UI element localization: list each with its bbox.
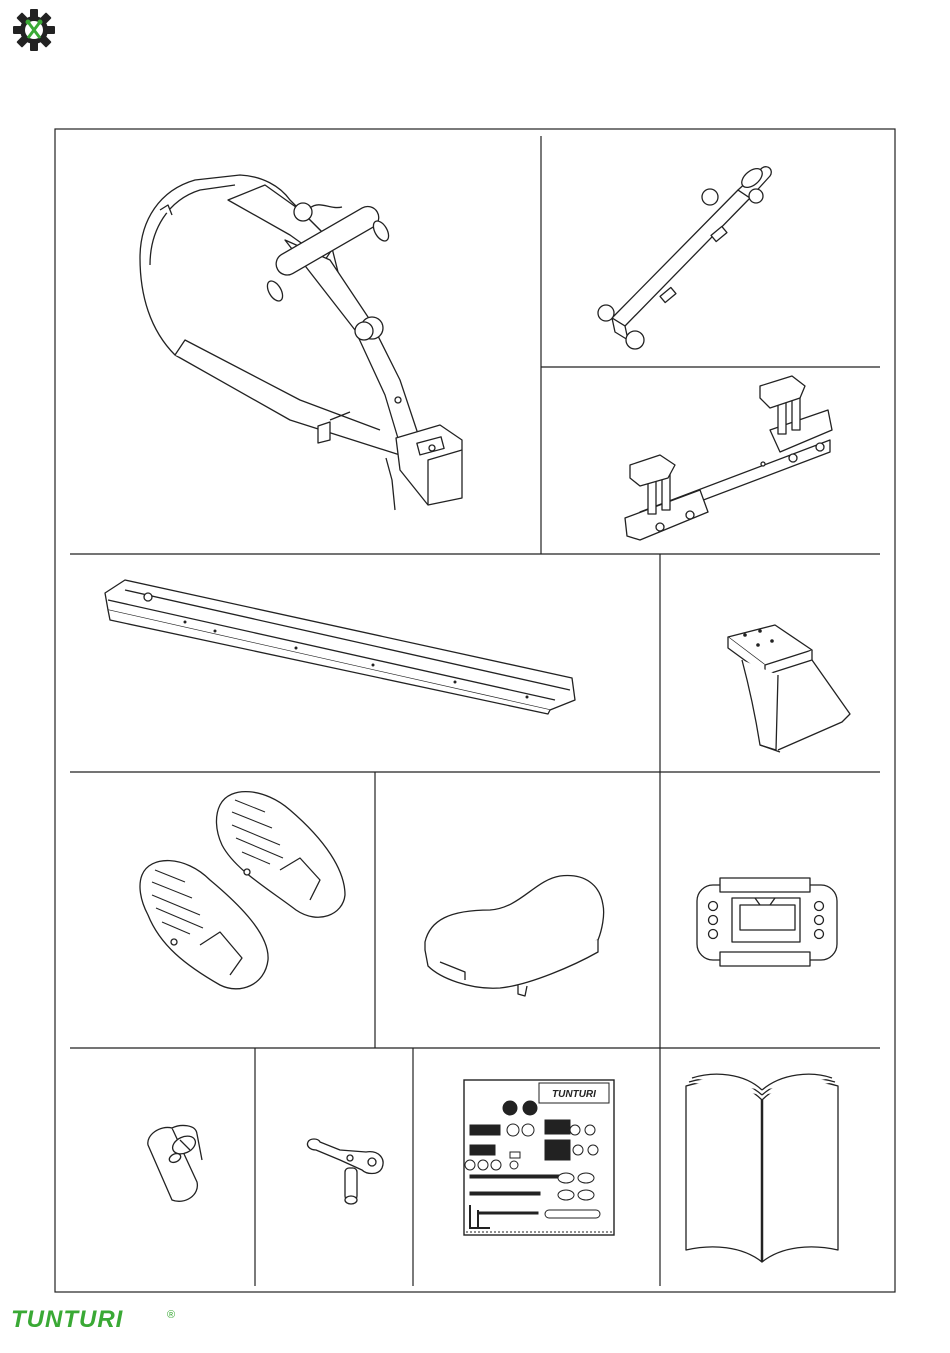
flywheel-frame-icon: [140, 175, 462, 510]
brand-logo: TUNTURI: [11, 1306, 124, 1333]
manual-book-icon: [686, 1074, 838, 1262]
hardware-card-icon: [464, 1080, 614, 1235]
wrench-tool-icon: [307, 1139, 383, 1204]
rear-leg-icon: [728, 625, 850, 752]
kit-brand-label: TUNTURI: [552, 1089, 596, 1100]
console-icon: [697, 878, 837, 966]
trademark-mark: ®: [167, 1309, 176, 1321]
rear-stabilizer-icon: [625, 376, 832, 540]
end-cap-icon: [148, 1126, 202, 1202]
front-stabilizer-icon: [598, 165, 771, 349]
rail-beam-icon: [105, 580, 575, 714]
seat-icon: [425, 876, 604, 996]
footrest-pair-icon: [140, 792, 345, 989]
